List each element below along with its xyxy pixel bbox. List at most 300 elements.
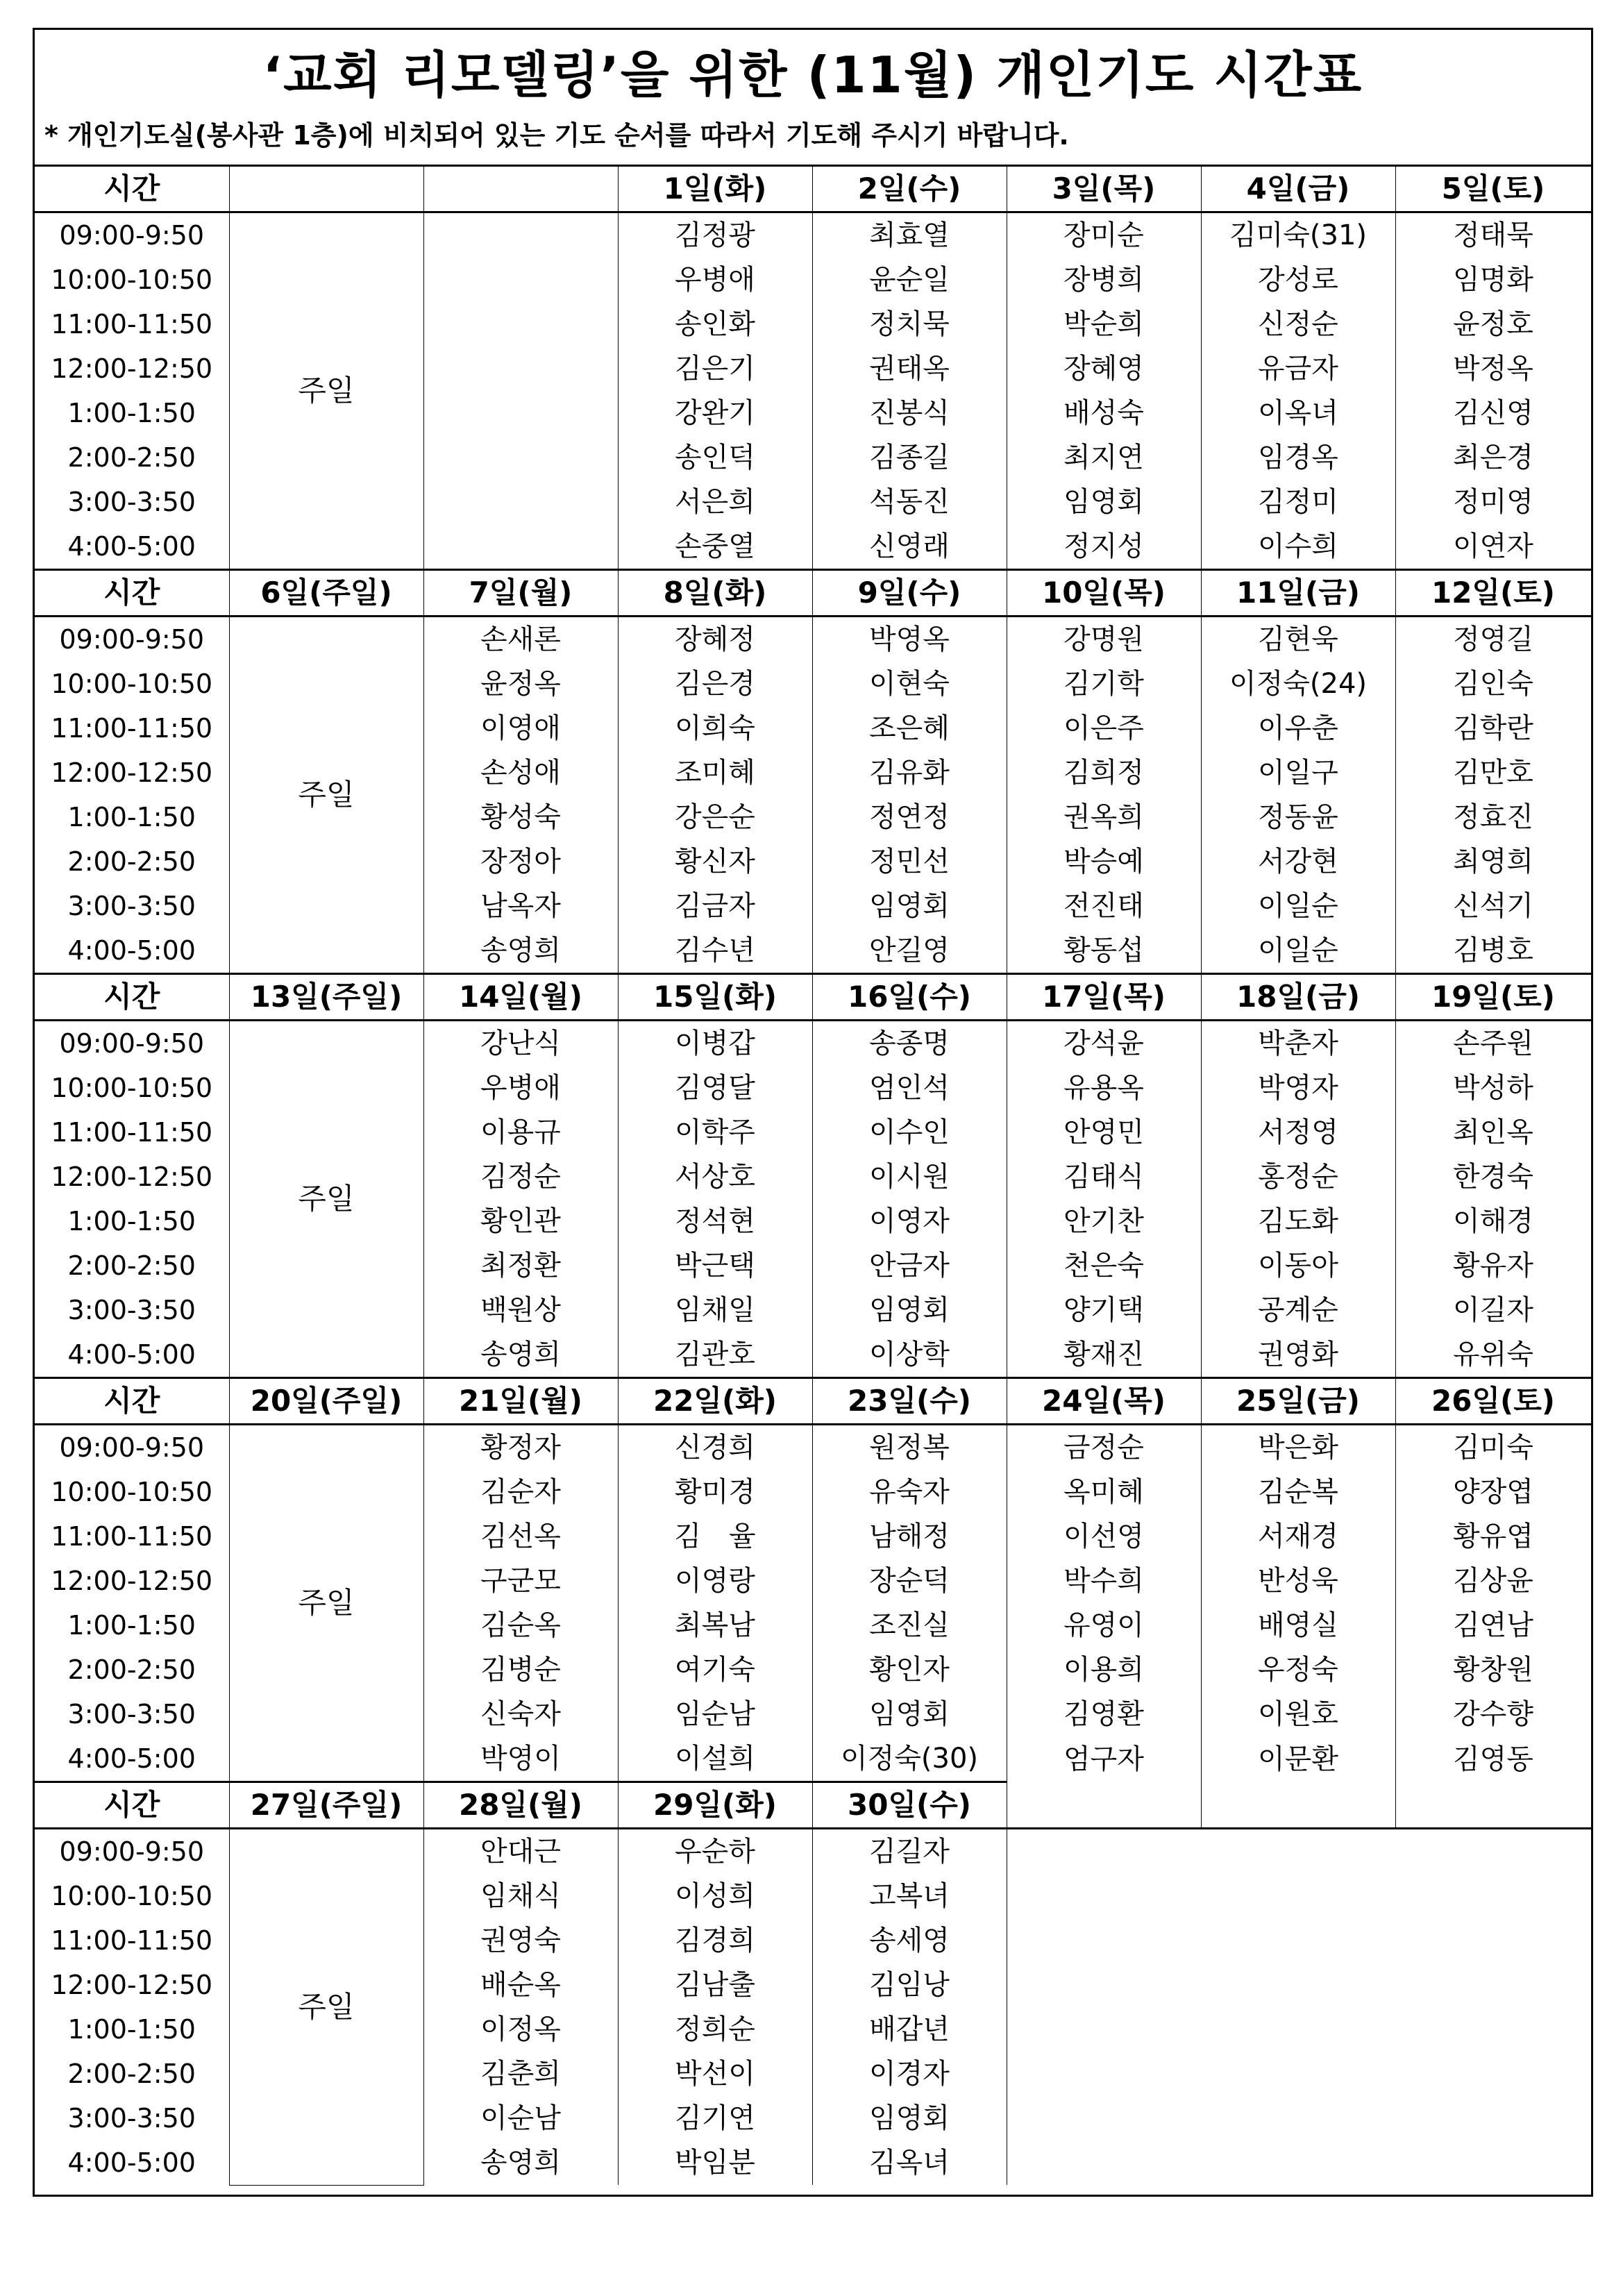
prayer-name-cell: 조은혜	[812, 706, 1007, 751]
prayer-name-cell: 이옥녀	[1201, 391, 1395, 435]
prayer-name-cell: 여기숙	[618, 1648, 812, 1692]
prayer-name-cell: 황정자	[423, 1425, 618, 1470]
prayer-name-cell: 유영이	[1007, 1603, 1201, 1648]
prayer-name-cell: 김관호	[618, 1332, 812, 1378]
prayer-name-cell: 임명화	[1395, 258, 1591, 302]
prayer-name-cell: 김기연	[618, 2096, 812, 2140]
prayer-name-cell: 박춘자	[1201, 1021, 1395, 1066]
prayer-name-cell: 전진태	[1007, 884, 1201, 928]
day-header: 9일(수)	[812, 570, 1007, 617]
empty-cell	[1201, 1963, 1395, 2007]
prayer-name-cell: 이은주	[1007, 706, 1201, 751]
prayer-name-cell: 강난식	[423, 1021, 618, 1066]
empty-cell	[1007, 1874, 1201, 1918]
prayer-name-cell: 최은경	[1395, 435, 1591, 480]
prayer-name-cell: 엄구자	[1007, 1736, 1201, 1782]
prayer-name-cell: 정석현	[618, 1199, 812, 1243]
prayer-name-cell: 이해경	[1395, 1199, 1591, 1243]
prayer-name-cell: 이정옥	[423, 2007, 618, 2052]
prayer-name-cell: 김태식	[1007, 1155, 1201, 1199]
prayer-name-cell: 박정옥	[1395, 346, 1591, 391]
prayer-name-cell: 홍정순	[1201, 1155, 1395, 1199]
day-header: 5일(토)	[1395, 166, 1591, 212]
time-slot: 12:00-12:50	[35, 1155, 229, 1199]
day-header: 1일(화)	[618, 166, 812, 212]
prayer-name-cell: 송영희	[423, 928, 618, 974]
day-header: 12일(토)	[1395, 570, 1591, 617]
prayer-name-cell: 김남출	[618, 1963, 812, 2007]
prayer-name-cell: 백원상	[423, 1288, 618, 1332]
prayer-name-cell: 서정영	[1201, 1110, 1395, 1155]
day-header: 28일(월)	[423, 1782, 618, 1829]
prayer-name-cell: 임영회	[812, 884, 1007, 928]
prayer-name-cell: 장순덕	[812, 1559, 1007, 1603]
prayer-name-cell: 정민선	[812, 839, 1007, 884]
prayer-name-cell: 송세영	[812, 1918, 1007, 1963]
time-slot: 1:00-1:50	[35, 795, 229, 839]
prayer-name-cell: 신숙자	[423, 1692, 618, 1736]
prayer-name-cell: 원정복	[812, 1425, 1007, 1470]
prayer-name-cell: 김영환	[1007, 1692, 1201, 1736]
prayer-name-cell: 김유화	[812, 751, 1007, 795]
blank-cell	[423, 212, 618, 258]
prayer-name-cell: 송영희	[423, 1332, 618, 1378]
prayer-name-cell: 송인덕	[618, 435, 812, 480]
empty-cell	[1201, 1874, 1395, 1918]
prayer-name-cell: 김영달	[618, 1066, 812, 1110]
empty-cell	[1007, 1829, 1201, 1875]
prayer-name-cell: 천은숙	[1007, 1243, 1201, 1288]
prayer-name-cell: 정희순	[618, 2007, 812, 2052]
prayer-name-cell: 이영애	[423, 706, 618, 751]
time-column-header: 시간	[35, 1378, 229, 1425]
prayer-name-cell: 김은경	[618, 662, 812, 706]
prayer-name-cell: 권옥희	[1007, 795, 1201, 839]
prayer-name-cell: 김정순	[423, 1155, 618, 1199]
prayer-name-cell: 최효열	[812, 212, 1007, 258]
empty-cell	[1007, 1918, 1201, 1963]
prayer-name-cell: 손새론	[423, 617, 618, 662]
time-slot: 09:00-9:50	[35, 1829, 229, 1875]
prayer-name-cell: 강성로	[1201, 258, 1395, 302]
prayer-name-cell: 고복녀	[812, 1874, 1007, 1918]
prayer-name-cell: 김경희	[618, 1918, 812, 1963]
prayer-name-cell: 최복남	[618, 1603, 812, 1648]
prayer-name-cell: 신석기	[1395, 884, 1591, 928]
prayer-name-cell: 이연자	[1395, 524, 1591, 570]
empty-cell	[1395, 2140, 1591, 2185]
prayer-name-cell: 권영숙	[423, 1918, 618, 1963]
time-slot: 11:00-11:50	[35, 1110, 229, 1155]
day-header: 23일(수)	[812, 1378, 1007, 1425]
time-column-header: 시간	[35, 974, 229, 1021]
prayer-name-cell: 임경옥	[1201, 435, 1395, 480]
prayer-name-cell: 김미숙(31)	[1201, 212, 1395, 258]
prayer-name-cell: 박승예	[1007, 839, 1201, 884]
prayer-name-cell: 임순남	[618, 1692, 812, 1736]
time-slot: 10:00-10:50	[35, 662, 229, 706]
week-header-row	[35, 166, 1591, 212]
time-slot: 10:00-10:50	[35, 258, 229, 302]
prayer-name-cell: 이일순	[1201, 928, 1395, 974]
schedule-sheet	[33, 28, 1593, 2197]
prayer-name-cell: 이설희	[618, 1736, 812, 1782]
prayer-name-cell: 황재진	[1007, 1332, 1201, 1378]
time-slot: 11:00-11:50	[35, 302, 229, 346]
time-slot: 3:00-3:50	[35, 1288, 229, 1332]
day-header: 8일(화)	[618, 570, 812, 617]
time-slot: 09:00-9:50	[35, 212, 229, 258]
time-column-header: 시간	[35, 166, 229, 212]
prayer-name-cell: 이학주	[618, 1110, 812, 1155]
prayer-name-cell: 이용규	[423, 1110, 618, 1155]
prayer-name-cell: 배성숙	[1007, 391, 1201, 435]
prayer-name-cell: 김상윤	[1395, 1559, 1591, 1603]
prayer-name-cell: 서재경	[1201, 1514, 1395, 1559]
prayer-name-cell: 김수년	[618, 928, 812, 974]
time-slot-row	[35, 1829, 1591, 1875]
prayer-name-cell: 신정순	[1201, 302, 1395, 346]
prayer-name-cell: 박영자	[1201, 1066, 1395, 1110]
time-slot: 3:00-3:50	[35, 480, 229, 524]
day-header: 25일(금)	[1201, 1378, 1395, 1425]
prayer-name-cell: 김병호	[1395, 928, 1591, 974]
prayer-name-cell: 박영옥	[812, 617, 1007, 662]
day-header	[423, 166, 618, 212]
prayer-name-cell: 배갑년	[812, 2007, 1007, 2052]
prayer-name-cell: 김 율	[618, 1514, 812, 1559]
page-notice: * 개인기도실(봉사관 1층)에 비치되어 있는 기도 순서를 따라서 기도해 주시기 바랍니다.	[44, 119, 1069, 151]
prayer-name-cell: 우순하	[618, 1829, 812, 1875]
day-header: 15일(화)	[618, 974, 812, 1021]
prayer-name-cell: 이영자	[812, 1199, 1007, 1243]
time-slot: 2:00-2:50	[35, 1243, 229, 1288]
prayer-name-cell: 황미경	[618, 1470, 812, 1514]
empty-cell	[1201, 1918, 1395, 1963]
time-slot: 4:00-5:00	[35, 1736, 229, 1782]
day-header: 11일(금)	[1201, 570, 1395, 617]
empty-cell	[1007, 2096, 1201, 2140]
time-slot: 4:00-5:00	[35, 928, 229, 974]
day-header: 2일(수)	[812, 166, 1007, 212]
prayer-name-cell: 박순희	[1007, 302, 1201, 346]
prayer-name-cell: 김신영	[1395, 391, 1591, 435]
prayer-name-cell: 이동아	[1201, 1243, 1395, 1288]
prayer-name-cell: 황동섭	[1007, 928, 1201, 974]
prayer-name-cell: 황신자	[618, 839, 812, 884]
prayer-name-cell: 임영회	[1007, 480, 1201, 524]
day-header: 13일(주일)	[229, 974, 423, 1021]
prayer-name-cell: 서상호	[618, 1155, 812, 1199]
prayer-name-cell: 정효진	[1395, 795, 1591, 839]
prayer-name-cell: 최정환	[423, 1243, 618, 1288]
time-slot: 10:00-10:50	[35, 1066, 229, 1110]
sunday-cell: 주일	[229, 1829, 423, 2186]
empty-header	[1201, 1782, 1395, 1829]
prayer-name-cell: 김임낭	[812, 1963, 1007, 2007]
day-header	[229, 166, 423, 212]
time-slot: 10:00-10:50	[35, 1470, 229, 1514]
prayer-name-cell: 송종명	[812, 1021, 1007, 1066]
prayer-name-cell: 박은화	[1201, 1425, 1395, 1470]
week-header-row	[35, 1782, 1591, 1829]
prayer-name-cell: 조진실	[812, 1603, 1007, 1648]
day-header: 22일(화)	[618, 1378, 812, 1425]
prayer-name-cell: 김은기	[618, 346, 812, 391]
blank-cell	[423, 391, 618, 435]
prayer-name-cell: 금정순	[1007, 1425, 1201, 1470]
time-slot: 12:00-12:50	[35, 1963, 229, 2007]
prayer-name-cell: 이병갑	[618, 1021, 812, 1066]
day-header: 7일(월)	[423, 570, 618, 617]
prayer-name-cell: 이용희	[1007, 1648, 1201, 1692]
prayer-name-cell: 송영희	[423, 2140, 618, 2185]
prayer-name-cell: 양기택	[1007, 1288, 1201, 1332]
prayer-name-cell: 김종길	[812, 435, 1007, 480]
prayer-name-cell: 장혜정	[618, 617, 812, 662]
prayer-name-cell: 황유엽	[1395, 1514, 1591, 1559]
prayer-name-cell: 이희숙	[618, 706, 812, 751]
prayer-name-cell: 손중열	[618, 524, 812, 570]
prayer-name-cell: 정영길	[1395, 617, 1591, 662]
prayer-name-cell: 신영래	[812, 524, 1007, 570]
empty-cell	[1395, 2052, 1591, 2096]
prayer-name-cell: 옥미혜	[1007, 1470, 1201, 1514]
empty-cell	[1395, 1829, 1591, 1875]
prayer-name-cell: 박수희	[1007, 1559, 1201, 1603]
prayer-name-cell: 남옥자	[423, 884, 618, 928]
prayer-name-cell: 이순남	[423, 2096, 618, 2140]
prayer-name-cell: 박영이	[423, 1736, 618, 1782]
prayer-name-cell: 배영실	[1201, 1603, 1395, 1648]
time-slot: 2:00-2:50	[35, 839, 229, 884]
prayer-name-cell: 김연남	[1395, 1603, 1591, 1648]
prayer-name-cell: 임영회	[812, 2096, 1007, 2140]
prayer-name-cell: 김춘희	[423, 2052, 618, 2096]
prayer-name-cell: 서은희	[618, 480, 812, 524]
time-slot: 1:00-1:50	[35, 1199, 229, 1243]
prayer-name-cell: 정지성	[1007, 524, 1201, 570]
time-slot: 4:00-5:00	[35, 524, 229, 570]
prayer-name-cell: 이정숙(24)	[1201, 662, 1395, 706]
prayer-name-cell: 석동진	[812, 480, 1007, 524]
prayer-name-cell: 김영동	[1395, 1736, 1591, 1782]
week-header-row	[35, 974, 1591, 1021]
prayer-name-cell: 황유자	[1395, 1243, 1591, 1288]
day-header: 21일(월)	[423, 1378, 618, 1425]
time-column-header: 시간	[35, 570, 229, 617]
time-slot: 09:00-9:50	[35, 1425, 229, 1470]
prayer-name-cell: 우병애	[423, 1066, 618, 1110]
prayer-name-cell: 진봉식	[812, 391, 1007, 435]
empty-cell	[1201, 2140, 1395, 2185]
prayer-name-cell: 김정광	[618, 212, 812, 258]
prayer-name-cell: 유숙자	[812, 1470, 1007, 1514]
prayer-name-cell: 안기찬	[1007, 1199, 1201, 1243]
blank-cell	[423, 346, 618, 391]
empty-header	[1395, 1782, 1591, 1829]
prayer-name-cell: 이성희	[618, 1874, 812, 1918]
time-column-header: 시간	[35, 1782, 229, 1829]
prayer-name-cell: 김순옥	[423, 1603, 618, 1648]
sunday-cell: 주일	[229, 617, 423, 974]
prayer-name-cell: 강완기	[618, 391, 812, 435]
prayer-name-cell: 신경희	[618, 1425, 812, 1470]
prayer-name-cell: 김학란	[1395, 706, 1591, 751]
prayer-name-cell: 박임분	[618, 2140, 812, 2185]
prayer-name-cell: 우정숙	[1201, 1648, 1395, 1692]
day-header: 10일(목)	[1007, 570, 1201, 617]
day-header: 4일(금)	[1201, 166, 1395, 212]
day-header: 24일(목)	[1007, 1378, 1201, 1425]
prayer-schedule-table	[35, 165, 1591, 2186]
prayer-name-cell: 박근택	[618, 1243, 812, 1288]
prayer-name-cell: 이수인	[812, 1110, 1007, 1155]
time-slot: 2:00-2:50	[35, 435, 229, 480]
prayer-name-cell: 이문환	[1201, 1736, 1395, 1782]
prayer-name-cell: 안금자	[812, 1243, 1007, 1288]
blank-cell	[423, 524, 618, 570]
prayer-name-cell: 강수향	[1395, 1692, 1591, 1736]
prayer-name-cell: 유위숙	[1395, 1332, 1591, 1378]
empty-cell	[1201, 2007, 1395, 2052]
prayer-name-cell: 최영희	[1395, 839, 1591, 884]
empty-cell	[1395, 1963, 1591, 2007]
prayer-name-cell: 유금자	[1201, 346, 1395, 391]
prayer-name-cell: 황인관	[423, 1199, 618, 1243]
prayer-name-cell: 반성욱	[1201, 1559, 1395, 1603]
time-slot-row	[35, 212, 1591, 258]
time-slot-row	[35, 1425, 1591, 1470]
prayer-name-cell: 정태묵	[1395, 212, 1591, 258]
prayer-name-cell: 안대근	[423, 1829, 618, 1875]
prayer-name-cell: 김길자	[812, 1829, 1007, 1875]
empty-cell	[1395, 2007, 1591, 2052]
prayer-name-cell: 장병희	[1007, 258, 1201, 302]
prayer-name-cell: 이길자	[1395, 1288, 1591, 1332]
prayer-name-cell: 권태옥	[812, 346, 1007, 391]
prayer-name-cell: 이경자	[812, 2052, 1007, 2096]
empty-header	[1007, 1782, 1201, 1829]
prayer-name-cell: 엄인석	[812, 1066, 1007, 1110]
prayer-name-cell: 손주원	[1395, 1021, 1591, 1066]
prayer-name-cell: 황창원	[1395, 1648, 1591, 1692]
day-header: 18일(금)	[1201, 974, 1395, 1021]
prayer-name-cell: 이선영	[1007, 1514, 1201, 1559]
prayer-name-cell: 윤정옥	[423, 662, 618, 706]
prayer-name-cell: 황성숙	[423, 795, 618, 839]
blank-cell	[423, 435, 618, 480]
prayer-name-cell: 강명원	[1007, 617, 1201, 662]
week-header-row	[35, 1378, 1591, 1425]
prayer-name-cell: 김만호	[1395, 751, 1591, 795]
prayer-name-cell: 손성애	[423, 751, 618, 795]
time-slot: 4:00-5:00	[35, 1332, 229, 1378]
schedule-table	[35, 165, 1592, 2186]
prayer-name-cell: 김미숙	[1395, 1425, 1591, 1470]
prayer-name-cell: 임채식	[423, 1874, 618, 1918]
prayer-name-cell: 황인자	[812, 1648, 1007, 1692]
time-slot: 11:00-11:50	[35, 1514, 229, 1559]
prayer-name-cell: 김옥녀	[812, 2140, 1007, 2185]
time-slot: 09:00-9:50	[35, 1021, 229, 1066]
prayer-name-cell: 정치묵	[812, 302, 1007, 346]
prayer-name-cell: 이영랑	[618, 1559, 812, 1603]
prayer-name-cell: 강은순	[618, 795, 812, 839]
prayer-name-cell: 안길영	[812, 928, 1007, 974]
prayer-name-cell: 김희정	[1007, 751, 1201, 795]
empty-cell	[1201, 2052, 1395, 2096]
time-slot: 3:00-3:50	[35, 884, 229, 928]
time-slot: 12:00-12:50	[35, 346, 229, 391]
page-title: ‘교회 리모델링’을 위한 (11월) 개인기도 시간표	[262, 46, 1363, 104]
time-slot: 12:00-12:50	[35, 1559, 229, 1603]
prayer-name-cell: 김선옥	[423, 1514, 618, 1559]
time-slot: 12:00-12:50	[35, 751, 229, 795]
day-header: 14일(월)	[423, 974, 618, 1021]
empty-cell	[1201, 1829, 1395, 1875]
day-header: 6일(주일)	[229, 570, 423, 617]
prayer-name-cell: 김정미	[1201, 480, 1395, 524]
blank-cell	[423, 480, 618, 524]
prayer-name-cell: 구군모	[423, 1559, 618, 1603]
prayer-name-cell: 이일순	[1201, 884, 1395, 928]
prayer-name-cell: 김인숙	[1395, 662, 1591, 706]
time-slot: 4:00-5:00	[35, 2140, 229, 2185]
empty-cell	[1395, 1874, 1591, 1918]
time-slot: 3:00-3:50	[35, 1692, 229, 1736]
day-header: 17일(목)	[1007, 974, 1201, 1021]
day-header: 3일(목)	[1007, 166, 1201, 212]
day-header: 19일(토)	[1395, 974, 1591, 1021]
empty-cell	[1007, 2052, 1201, 2096]
prayer-name-cell: 이상학	[812, 1332, 1007, 1378]
time-slot: 2:00-2:50	[35, 2052, 229, 2096]
time-slot: 11:00-11:50	[35, 1918, 229, 1963]
time-slot: 09:00-9:50	[35, 617, 229, 662]
prayer-name-cell: 권영화	[1201, 1332, 1395, 1378]
prayer-name-cell: 정연정	[812, 795, 1007, 839]
prayer-name-cell: 조미혜	[618, 751, 812, 795]
prayer-name-cell: 김기학	[1007, 662, 1201, 706]
week-header-row	[35, 570, 1591, 617]
prayer-name-cell: 최지연	[1007, 435, 1201, 480]
prayer-name-cell: 김병순	[423, 1648, 618, 1692]
prayer-name-cell: 김순자	[423, 1470, 618, 1514]
day-header: 27일(주일)	[229, 1782, 423, 1829]
time-slot: 11:00-11:50	[35, 706, 229, 751]
time-slot: 1:00-1:50	[35, 2007, 229, 2052]
prayer-name-cell: 이현숙	[812, 662, 1007, 706]
day-header: 26일(토)	[1395, 1378, 1591, 1425]
time-slot: 1:00-1:50	[35, 391, 229, 435]
prayer-name-cell: 윤정호	[1395, 302, 1591, 346]
empty-cell	[1201, 2096, 1395, 2140]
time-slot: 10:00-10:50	[35, 1874, 229, 1918]
prayer-name-cell: 김도화	[1201, 1199, 1395, 1243]
prayer-name-cell: 김현욱	[1201, 617, 1395, 662]
prayer-name-cell: 이시원	[812, 1155, 1007, 1199]
prayer-name-cell: 임영회	[812, 1692, 1007, 1736]
prayer-name-cell: 안영민	[1007, 1110, 1201, 1155]
prayer-name-cell: 이원호	[1201, 1692, 1395, 1736]
prayer-name-cell: 김금자	[618, 884, 812, 928]
prayer-name-cell: 남해정	[812, 1514, 1007, 1559]
prayer-name-cell: 강석윤	[1007, 1021, 1201, 1066]
blank-cell	[423, 302, 618, 346]
prayer-name-cell: 김순복	[1201, 1470, 1395, 1514]
prayer-name-cell: 장혜영	[1007, 346, 1201, 391]
